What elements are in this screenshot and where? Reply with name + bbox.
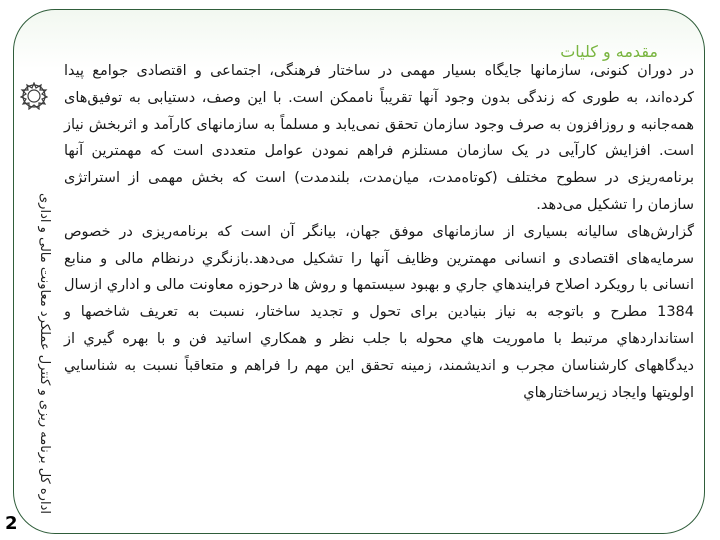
paragraph-2: گزارش‌های سالیانه بسیاری از سازمانهای موفق جهان، بیانگر آن است که برنامه‌ریزی در خصوص سرمایه‌های اقتصادی و انسانی مهمترین وظایف آنها را تشکیل می‌دهد.بازنگري درنظام مالی و منابع انسانی با رویکرد اصلاح فرايندهاي جاري و بهبود سيستمها و روش ها درحوزه معاونت مالی و اداري ازسال 1384 مطرح و باتوجه به نیاز بنیادین برای تحول و تجدید ساختار، نسبت به تعریف شاخصها و استانداردهاي مرتبط با ماموريت هاي محوله با جلب نظر و همكاري اساتيد فن و با بهره گيري از ديدگاههای کارشناسان مجرب و اندیشمند، زمينه تحقق اين مهم را فراهم و متعاقباً نسبت به شناسايي اولويتها وايجاد زيرساختارهاي <box>64 223 694 401</box>
slide-heading: مقدمه و كليات <box>560 42 658 61</box>
seal-emblem-icon <box>20 82 48 110</box>
side-department-label: اداره کل برنامه ریزی و کنترل عملکرد معاونت مالی و اداری <box>37 193 52 514</box>
body-text <box>64 58 694 406</box>
page-number: 2 <box>5 513 18 534</box>
paragraph-1: در دوران کنونی، سازمانها جایگاه بسیار مهمی در ساختار فرهنگی، اجتماعی و اقتصادی جوامع پیدا کرده‌اند، به طوری که زندگی بدون وجود آنها تقریباً ناممکن است. با این وصف، دستیابی به توفیق‌های همه‌جانبه و روزافزون به صرف وجود سازمان تحقق نمی‌یابد و مسلماً به سازمانهای کارآمد و اثربخش نیاز است. افزایش کارآیی در یک سازمان مستلزم فراهم نمودن عوامل متعددی است که مهمترین آنها برنامه‌ریزی در سطوح مختلف (کوتاه‌مدت، میان‌مدت، بلندمدت) است که بخش مهمی از استراتژی سازمان را تشکیل می‌دهد. <box>64 63 694 213</box>
